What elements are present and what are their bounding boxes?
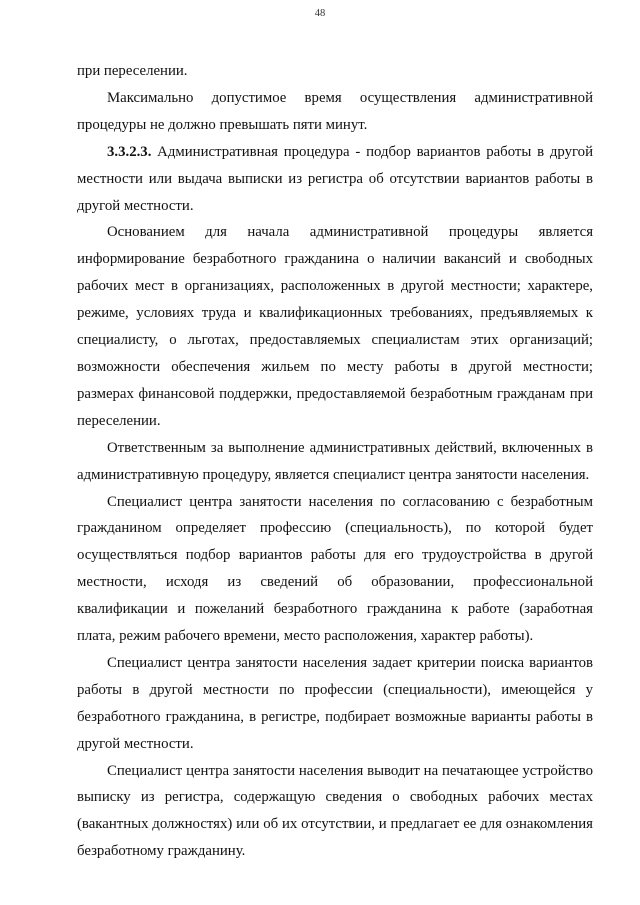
paragraph-grounds: Основанием для начала административной процедуры является информирование безработного гражданина о наличии вакансий и свободных рабочих мест в организациях, расположенных в другой местности; характере, режиме, условиях труда и квалификационных требованиях, предъявляемых к специалисту, о льготах, предоставляемых специалистам этих организаций; возможности обеспечения жильем по месту работы в другой местности; размерах финансовой поддержки, предоставляемой безработным гражданам при переселении. <box>77 224 593 429</box>
paragraph-responsible: Ответственным за выполнение административных действий, включенных в административную процедуру, является специалист центра занятости населения. <box>77 439 593 483</box>
paragraph-profession: Специалист центра занятости населения по согласованию с безработным гражданином определяет профессию (специальность), по которой будет осуществляться подбор вариантов работы для его трудоустройства в другой местности, исходя из сведений об образовании, профессиональной квалификации и пожеланий безработного гражданина к работе (заработная плата, режим рабочего времени, место расположения, характер работы). <box>77 493 593 645</box>
paragraph-search: Специалист центра занятости населения задает критерии поиска вариантов работы в другой местности по профессии (специальности), имеющейся у безработного гражданина, в регистре, подбирает возможные варианты работы в другой местности. <box>77 654 593 752</box>
section-number: 3.3.2.3. <box>107 143 152 160</box>
paragraph-procedure-heading <box>77 139 593 220</box>
paragraph-continuation: при переселении. <box>77 63 188 79</box>
page-number: 48 <box>314 8 326 19</box>
paragraph-time-limit: Максимально допустимое время осуществления административной процедуры не должно превышать пяти минут. <box>77 89 593 133</box>
document-body <box>77 58 593 865</box>
paragraph-extract: Специалист центра занятости населения выводит на печатающее устройство выписку из регистра, содержащую сведения о свободных рабочих местах (вакантных должностях) или об их отсутствии, и предлагает ее для ознакомления безработному гражданину. <box>77 762 593 860</box>
procedure-title: Административная процедура - подбор вариантов работы в другой местности или выдача выписки из регистра об отсутствии вариантов работы в другой местности. <box>77 143 593 214</box>
